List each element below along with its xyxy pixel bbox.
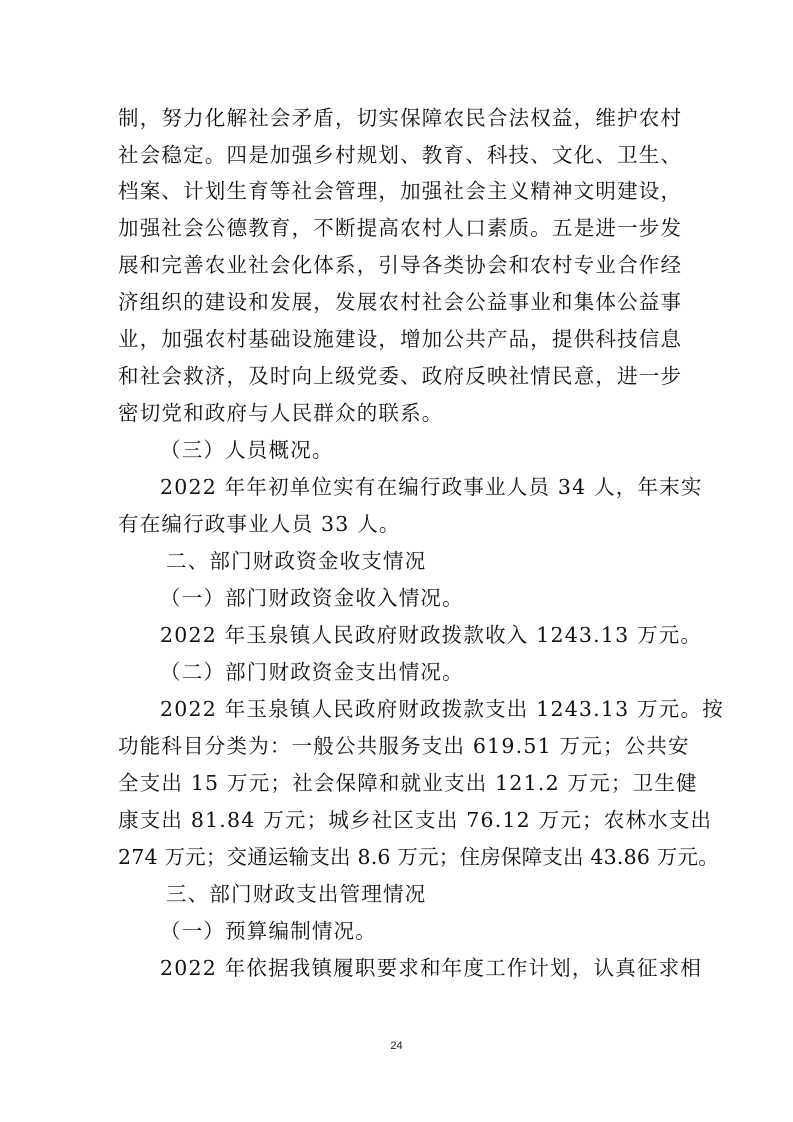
paragraph-line: 加强社会公德教育，不断提高农村人口素质。五是进一步发 [118, 216, 683, 240]
section-heading: 二、部门财政资金收支情况 [166, 549, 427, 573]
paragraph-line: 274 万元；交通运输支出 8.6 万元；住房保障支出 43.86 万元。 [118, 845, 719, 869]
paragraph-line: 2022 年年初单位实有在编行政事业人员 34 人，年末实 [160, 475, 703, 499]
paragraph-line: 密切党和政府与人民群众的联系。 [118, 401, 444, 425]
paragraph-line: 2022 年玉泉镇人民政府财政拨款收入 1243.13 万元。 [160, 623, 703, 647]
paragraph-line: 展和完善农业社会化体系，引导各类协会和农村专业合作经 [118, 253, 683, 277]
paragraph-line: 和社会救济，及时向上级党委、政府反映社情民意，进一步 [118, 364, 683, 388]
paragraph-line: 有在编行政事业人员 33 人。 [118, 512, 401, 536]
paragraph-line: 档案、计划生育等社会管理，加强社会主义精神文明建设， [118, 179, 683, 203]
subsection-heading: （一）预算编制情况。 [160, 919, 377, 943]
paragraph-line: 2022 年依据我镇履职要求和年度工作计划，认真征求相 [160, 956, 703, 980]
subsection-heading: （三）人员概况。 [160, 438, 334, 462]
paragraph-line: 济组织的建设和发展，发展农村社会公益事业和集体公益事 [118, 290, 683, 314]
paragraph-line: 2022 年玉泉镇人民政府财政拨款支出 1243.13 万元。按 [160, 697, 724, 721]
section-heading: 三、部门财政支出管理情况 [166, 882, 427, 906]
paragraph-line: 社会稳定。四是加强乡村规划、教育、科技、文化、卫生、 [118, 143, 683, 167]
subsection-heading: （一）部门财政资金收入情况。 [160, 586, 464, 610]
subsection-heading: （二）部门财政资金支出情况。 [160, 660, 464, 684]
paragraph-line: 业，加强农村基础设施建设，增加公共产品，提供科技信息 [118, 327, 683, 351]
paragraph-line: 康支出 81.84 万元；城乡社区支出 76.12 万元；农林水支出 [118, 808, 713, 832]
page-number: 24 [390, 1040, 403, 1052]
paragraph-line: 全支出 15 万元；社会保障和就业支出 121.2 万元；卫生健 [118, 771, 698, 795]
paragraph-line: 功能科目分类为：一般公共服务支出 619.51 万元；公共安 [118, 734, 690, 758]
paragraph-line: 制，努力化解社会矛盾，切实保障农民合法权益，维护农村 [118, 106, 683, 130]
